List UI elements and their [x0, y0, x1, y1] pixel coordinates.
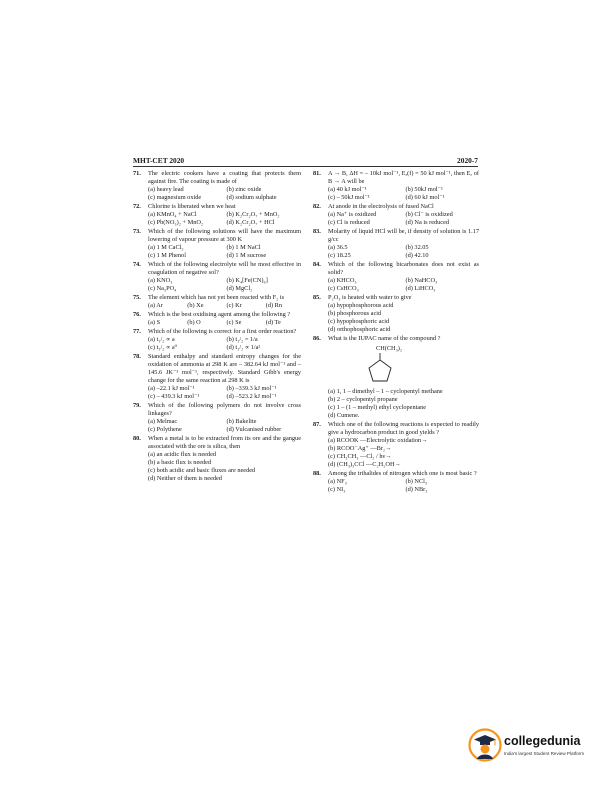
question-71 [133, 170, 301, 202]
answer-option: (a) heavy lead [148, 186, 184, 193]
question-text: The electric cookers have a coating that protects them against fire. The coating is made of [148, 170, 301, 185]
answer-option: (c) hypophosphoric acid [328, 318, 390, 325]
pentagon-ring-icon [358, 353, 398, 383]
answer-option: (c) Pb(NO₃)₂ + MnO₂ [148, 219, 204, 226]
question-text: What is the IUPAC name of the compound ? [328, 335, 441, 342]
exam-title: MHT-CET 2020 [133, 156, 185, 165]
question-number: 77. [133, 328, 141, 335]
question-74 [133, 261, 301, 293]
question-text: The element which has not yet been reacted with F₂ is [148, 294, 285, 301]
answer-option: (a) an acidic flux is needed [148, 451, 217, 458]
answer-option: (b) t₁/₂ = 1/a [226, 336, 258, 343]
answer-option: (a) 1, 1 – dimethyl – 1 – cyclopentyl methane [328, 388, 443, 395]
answer-option: (b) NCl₃ [405, 478, 428, 485]
answer-options [148, 211, 301, 227]
question-body [328, 294, 479, 334]
substituent-label: CH(CH₃)₂ [376, 345, 403, 352]
question-text: Standard enthalpy and standard entropy changes for the oxidation of ammonia at 298 K are – 382.64 kJ mol⁻¹ and –145.6 JK⁻¹ mol⁻¹, respectively. Standard Gibb's energy change for the same reaction at 298 K is [148, 353, 301, 384]
question-body [148, 311, 301, 327]
question-85 [313, 294, 479, 334]
question-body [148, 228, 301, 260]
answer-option: (a) KHCO₃ [328, 277, 357, 284]
question-number: 84. [313, 261, 321, 268]
answer-option: (b) 2 – cyclopentyl propane [328, 396, 398, 403]
answer-option: (a) hypophosphorous acid [328, 302, 394, 309]
answer-option: (c) NI₃ [328, 486, 346, 493]
answer-option: (a) Melmac [148, 418, 178, 425]
question-text: Which is the best oxidising agent among the following ? [148, 311, 291, 318]
answer-option: (d) NBr₃ [405, 486, 428, 493]
answer-option: (b) K₄[Fe(CN)₆] [226, 277, 268, 284]
answer-options [148, 418, 301, 434]
answer-option: (c) Na₃PO₄ [148, 285, 177, 292]
answer-option: (c) CsHCO₃ [328, 285, 359, 292]
graduate-mascot-icon [468, 728, 502, 762]
question-72 [133, 203, 301, 227]
question-number: 81. [313, 170, 321, 177]
cyclopentane-structure [358, 345, 479, 386]
answer-option: (c) Kr [226, 302, 242, 309]
answer-options [148, 451, 301, 483]
answer-option: (c) 18.25 [328, 252, 351, 259]
answer-option: (c) – 439.3 kJ mol⁻¹ [148, 393, 200, 400]
question-body [328, 170, 479, 202]
answer-option: (c) magnesium oxide [148, 194, 202, 201]
answer-option: (a) S [148, 319, 161, 326]
answer-option: (d) 42.10 [405, 252, 429, 259]
header-rule [133, 166, 478, 167]
answer-option: (a) –22.1 kJ mol⁻¹ [148, 385, 195, 392]
answer-option: (d) t₁/₂ ∝ 1/a² [226, 344, 261, 351]
question-text: P₂O₃ is heated with water to give [328, 294, 412, 301]
answer-option: (a) Na⁺ is oxidized [328, 211, 377, 218]
answer-options [148, 186, 301, 202]
answer-option: (b) K₂Cr₂O₇ + MnO₂ [226, 211, 280, 218]
question-number: 76. [133, 311, 141, 318]
answer-option: (a) 1 M CaCl₂ [148, 244, 184, 251]
page-number: 2020-7 [457, 156, 478, 165]
answer-options [148, 244, 301, 260]
answer-option: (d) K₂Cr₂O₇ + HCl [226, 219, 275, 226]
question-text: Among the trihalides of nitrogen which one is most basic ? [328, 470, 477, 477]
question-number: 80. [133, 435, 141, 442]
question-text: Which of the following is correct for a first order reaction? [148, 328, 297, 335]
answer-option: (a) 36.5 [328, 244, 348, 251]
question-text: Which of the following bicarbonates does not exist as solid? [328, 261, 479, 276]
answer-options [148, 385, 301, 401]
answer-option: (d) Vulcanised rubber [226, 426, 282, 433]
answer-option: (d) sodium sulphate [226, 194, 277, 201]
answer-option: (d) orthophosphoric acid [328, 326, 391, 333]
question-body [148, 203, 301, 227]
question-82 [313, 203, 479, 227]
question-text: Which of the following electrolyte will be most effective in coagulation of negative sol? [148, 261, 301, 276]
question-text: Which one of the following reactions is expected to readily give a hydrocarbon product in good yields ? [328, 421, 479, 436]
question-text: When a metal is to be extracted from its ore and the gangue associated with the ore is silica, then [148, 435, 301, 450]
answer-option: (c) Polythene [148, 426, 182, 433]
answer-option: (d) LiHCO₃ [405, 285, 436, 292]
question-number: 74. [133, 261, 141, 268]
question-body [148, 170, 301, 202]
answer-option: (b) 50kJ mol⁻¹ [405, 186, 443, 193]
answer-options [328, 186, 479, 202]
question-text: A → B, ΔH = – 10kJ mol⁻¹, Eₐ(f) = 50 kJ mol⁻¹, then Eₐ of B → A will be [328, 170, 479, 185]
question-79 [133, 402, 301, 434]
question-83 [313, 228, 479, 260]
question-body [148, 328, 301, 352]
answer-options [328, 211, 479, 227]
answer-option: (b) RCOO⁻Ag⁺ —Br₂→ [328, 445, 392, 452]
answer-options [328, 437, 479, 469]
question-text: Which of the following solutions will have the maximum lowering of vapour pressure at 300 K [148, 228, 301, 243]
answer-option: (b) 1 M NaCl [226, 244, 261, 251]
question-text: At anode in the electrolysis of fused NaCl [328, 203, 434, 210]
answer-option: (c) 1 M Phenol [148, 252, 186, 259]
question-body [328, 335, 479, 420]
answer-option: (c) CH₃CH₃ —Cl₂ / hν→ [328, 453, 392, 460]
logo-name: collegedunia [504, 734, 581, 748]
answer-options [328, 277, 479, 293]
question-text: Molarity of liquid HCl will be, if density of solution is 1.17 g/cc [328, 228, 479, 243]
question-body [328, 228, 479, 260]
question-number: 82. [313, 203, 321, 210]
question-76 [133, 311, 301, 327]
question-body [148, 353, 301, 401]
question-number: 72. [133, 203, 141, 210]
right-question-column [313, 170, 479, 495]
question-number: 75. [133, 294, 141, 301]
question-number: 85. [313, 294, 321, 301]
answer-option: (a) t₁/₂ ∝ a [148, 336, 175, 343]
question-75 [133, 294, 301, 310]
answer-option: (c) both acidic and basic fluxes are needed [148, 467, 256, 474]
question-number: 78. [133, 353, 141, 360]
answer-option: (b) zinc oxide [226, 186, 262, 193]
answer-option: (c) Se [226, 319, 242, 326]
question-73 [133, 228, 301, 260]
answer-option: (a) NF₃ [328, 478, 347, 485]
left-question-column [133, 170, 301, 484]
answer-options [148, 302, 301, 310]
answer-option: (b) phosphorous acid [328, 310, 382, 317]
question-body [328, 261, 479, 293]
question-84 [313, 261, 479, 293]
answer-option: (d) Cumene. [328, 412, 360, 419]
answer-option: (c) 1 – (1 – methyl) ethyl cyclopentane [328, 404, 427, 411]
answer-option: (d) (CH₃)₃CCl —C₂H₅OH→ [328, 461, 401, 468]
answer-options [328, 388, 479, 420]
answer-option: (a) KNO₃ [148, 277, 173, 284]
answer-option: (d) 1 M sucrose [226, 252, 267, 259]
answer-option: (d) Te [265, 319, 281, 326]
answer-option: (d) 60 kJ mol⁻¹ [405, 194, 445, 201]
question-body [148, 261, 301, 293]
question-81 [313, 170, 479, 202]
question-body [148, 435, 301, 483]
answer-option: (b) a basic flux is needed [148, 459, 212, 466]
answer-options [148, 336, 301, 352]
answer-option: (b) 32.05 [405, 244, 429, 251]
answer-option: (b) Bakelite [226, 418, 257, 425]
answer-option: (d) Rn [265, 302, 283, 309]
question-number: 79. [133, 402, 141, 409]
answer-option: (d) MgCl₂ [226, 285, 253, 292]
answer-options [328, 302, 479, 334]
question-body [328, 203, 479, 227]
question-77 [133, 328, 301, 352]
answer-option: (b) O [187, 319, 201, 326]
question-86 [313, 335, 479, 420]
answer-option: (b) NaHCO₃ [405, 277, 438, 284]
answer-option: (a) RCOOK —Electrolytic oxidation→ [328, 437, 428, 444]
answer-option: (a) KMnO₄ + NaCl [148, 211, 197, 218]
answer-options [328, 478, 479, 494]
answer-options [148, 277, 301, 293]
answer-option: (d) Na is reduced [405, 219, 450, 226]
answer-option: (b) –339.3 kJ mol⁻¹ [226, 385, 277, 392]
question-number: 88. [313, 470, 321, 477]
question-80 [133, 435, 301, 483]
question-text: Chlorine is liberated when we heat [148, 203, 236, 210]
answer-option: (c) Cl is reduced [328, 219, 370, 226]
question-body [148, 294, 301, 310]
answer-option: (c) t₁/₂ ∝ a⁰ [148, 344, 178, 351]
question-88 [313, 470, 479, 494]
question-text: Which of the following polymers do not involve cross linkages? [148, 402, 301, 417]
answer-option: (b) Xe [187, 302, 204, 309]
logo-tagline: India's largest Student Review Platform [504, 751, 585, 756]
question-number: 86. [313, 335, 321, 342]
question-number: 83. [313, 228, 321, 235]
question-78 [133, 353, 301, 401]
question-number: 71. [133, 170, 141, 177]
answer-option: (a) Ar [148, 302, 163, 309]
question-body [328, 470, 479, 494]
answer-options [148, 319, 301, 327]
answer-option: (d) –523.2 kJ mol⁻¹ [226, 393, 277, 400]
answer-options [328, 244, 479, 260]
question-number: 73. [133, 228, 141, 235]
answer-option: (c) – 50kJ mol⁻¹ [328, 194, 370, 201]
answer-option: (b) Cl⁻ is oxidized [405, 211, 453, 218]
answer-option: (a) 40 kJ mol⁻¹ [328, 186, 367, 193]
question-87 [313, 421, 479, 469]
question-body [328, 421, 479, 469]
question-body [148, 402, 301, 434]
question-number: 87. [313, 421, 321, 428]
answer-option: (d) Neither of them is needed [148, 475, 222, 482]
collegedunia-logo [468, 726, 608, 766]
